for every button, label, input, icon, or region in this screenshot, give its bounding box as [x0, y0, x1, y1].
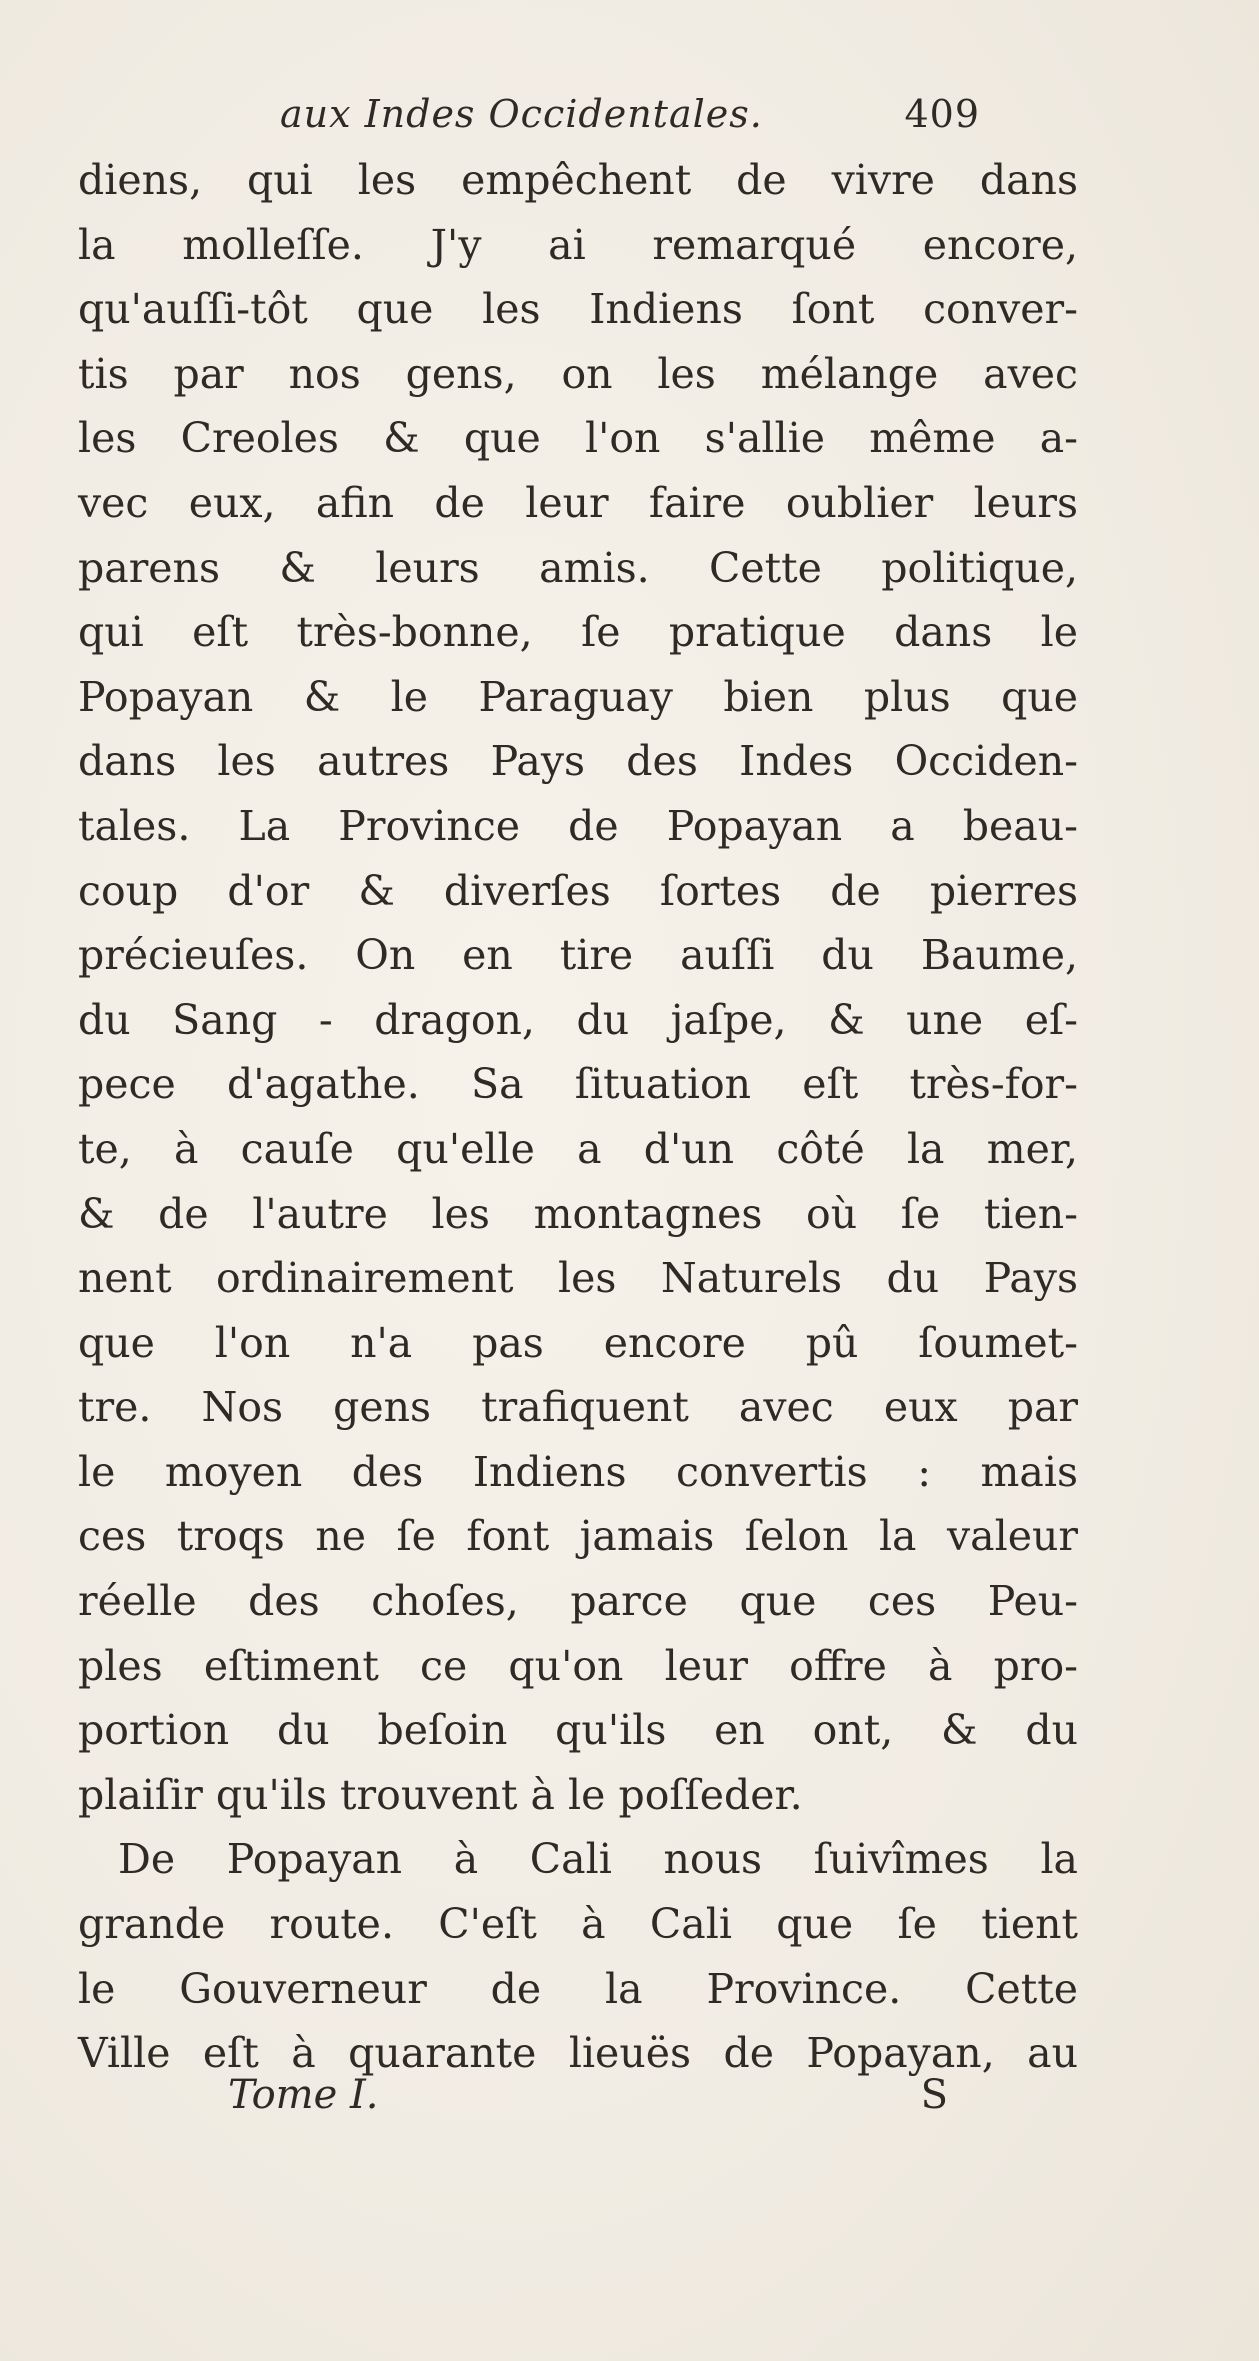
text-line: plaiſir qu'ils trouvent à le poſſeder. [78, 1770, 803, 1819]
text-line: qui eſt très-bonne, ſe pratique dans le [78, 608, 1078, 657]
text-line: pece d'agathe. Sa ſituation eſt très-for- [78, 1060, 1078, 1109]
text-line: du Sang - dragon, du jaſpe, & une eſ- [78, 995, 1078, 1044]
text-line: Ville eſt à quarante lieuës de Popayan, au [78, 2029, 1078, 2078]
text-line: & de l'autre les montagnes où ſe tien- [78, 1189, 1078, 1238]
text-line: parens & leurs amis. Cette politique, [78, 543, 1078, 592]
text-line: le moyen des Indiens convertis : mais [78, 1447, 1078, 1496]
text-line: dans les autres Pays des Indes Occiden- [78, 737, 1078, 786]
text-line: diens, qui les empêchent de vivre dans [78, 156, 1078, 204]
text-line: grande route. C'eſt à Cali que ſe tient [78, 1900, 1078, 1949]
text-line: que l'on n'a pas encore pû ſoumet- [78, 1318, 1078, 1367]
text-line: vec eux, afin de leur faire oublier leurs [78, 478, 1078, 527]
text-line: portion du beſoin qu'ils en ont, & du [78, 1706, 1078, 1755]
text-line: la molleſſe. J'y ai remarqué encore, [78, 220, 1078, 269]
signature-mark: S [920, 2072, 948, 2118]
text-line: ples eſtiment ce qu'on leur offre à pro- [78, 1641, 1078, 1690]
text-line: le Gouverneur de la Province. Cette [78, 1964, 1078, 2013]
page-number: 409 [904, 92, 980, 136]
running-header [280, 92, 980, 152]
text-line: tis par nos gens, on les mélange avec [78, 349, 1078, 398]
volume-label: Tome I. [228, 2072, 379, 2118]
text-line: tales. La Province de Popayan a beau- [78, 801, 1078, 850]
text-line: Popayan & le Paraguay bien plus que [78, 672, 1078, 721]
text-line: qu'auſſi-tôt que les Indiens ſont conver- [78, 285, 1078, 334]
text-line: tre. Nos gens trafiquent avec eux par [78, 1383, 1078, 1432]
text-line: coup d'or & diverſes ſortes de pierres [78, 866, 1078, 915]
text-line: précieuſes. On en tire auſſi du Baume, [78, 931, 1078, 980]
page-footer [228, 2072, 948, 2132]
text-line: nent ordinairement les Naturels du Pays [78, 1254, 1078, 1303]
text-line: ces troqs ne ſe font jamais ſelon la valeur [78, 1512, 1078, 1561]
body-text [78, 148, 1078, 2086]
text-line: les Creoles & que l'on s'allie même a- [78, 414, 1078, 463]
running-title: aux Indes Occidentales. [280, 92, 763, 136]
text-line: réelle des choſes, parce que ces Peu- [78, 1577, 1078, 1626]
text-line: De Popayan à Cali nous ſuivîmes la [118, 1835, 1078, 1884]
text-line: te, à cauſe qu'elle a d'un côté la mer, [78, 1124, 1078, 1173]
